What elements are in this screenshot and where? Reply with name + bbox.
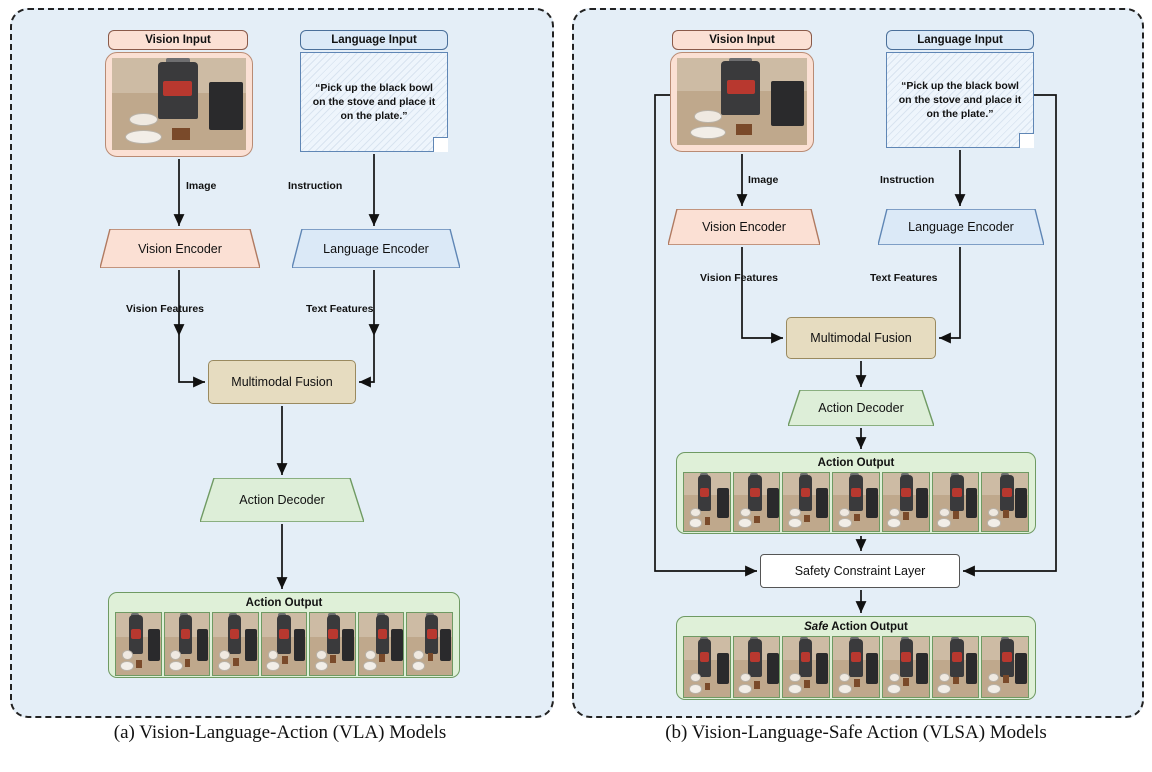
action-output-title-a: Action Output (245, 597, 323, 609)
action-frame (882, 636, 930, 698)
language-input-title-a: Language Input (300, 30, 448, 50)
language-input-title-b: Language Input (886, 30, 1034, 50)
action-output-b (676, 452, 1036, 534)
vision-encoder-b (668, 209, 820, 245)
safe-title-rest: Action Output (828, 621, 908, 633)
action-output-title-b: Action Output (817, 457, 895, 469)
language-encoder-a (292, 229, 460, 268)
action-frame (309, 612, 356, 676)
edge-label-image-a: Image (186, 180, 217, 192)
action-frame (782, 636, 830, 698)
edge-label-text-features-a: Text Features (306, 303, 374, 315)
action-decoder-label-b: Action Decoder (818, 401, 904, 415)
page-fold-icon (1019, 133, 1034, 148)
vision-encoder-label-b: Vision Encoder (702, 220, 786, 234)
vision-input-title-b: Vision Input (672, 30, 812, 50)
safe-action-output-strip (683, 636, 1029, 698)
action-frame (832, 636, 880, 698)
safe-action-output-title (683, 621, 1029, 633)
action-frame (981, 472, 1029, 532)
action-frame (882, 472, 930, 532)
safe-word: Safe (804, 621, 829, 633)
action-frame (733, 472, 781, 532)
safe-action-output (676, 616, 1036, 700)
action-frame (164, 612, 211, 676)
action-frame (932, 472, 980, 532)
action-frame (832, 472, 880, 532)
action-frame (782, 472, 830, 532)
action-frame (683, 472, 731, 532)
vision-input-image-a (105, 52, 253, 157)
action-decoder-a (200, 478, 364, 522)
action-decoder-b (788, 390, 934, 426)
action-decoder-label-a: Action Decoder (239, 493, 325, 507)
language-encoder-label-a: Language Encoder (323, 241, 429, 256)
caption-a: (a) Vision-Language-Action (VLA) Models (113, 722, 447, 743)
language-encoder-b (878, 209, 1044, 245)
action-frame (212, 612, 259, 676)
action-frame (115, 612, 162, 676)
action-frame (406, 612, 453, 676)
action-frame (733, 636, 781, 698)
instruction-text-b: “Pick up the black bowl on the stove and place it on the plate.” (898, 79, 1022, 121)
vision-input-title-a: Vision Input (108, 30, 248, 50)
vision-encoder-a (100, 229, 260, 268)
action-output-a (108, 592, 460, 678)
safety-constraint-layer: Safety Constraint Layer (760, 554, 960, 588)
page-fold-icon (433, 137, 448, 152)
edge-label-image-b: Image (748, 174, 779, 186)
vision-encoder-label-a: Vision Encoder (138, 241, 222, 256)
panel-vlsa (572, 8, 1144, 718)
edge-label-instruction-a: Instruction (288, 180, 343, 192)
action-frame (683, 636, 731, 698)
action-frame (261, 612, 308, 676)
edge-label-vision-features-b: Vision Features (700, 272, 779, 284)
action-frame (932, 636, 980, 698)
edge-label-vision-features-a: Vision Features (126, 303, 205, 315)
multimodal-fusion-a: Multimodal Fusion (208, 360, 356, 404)
instruction-bubble-b (886, 52, 1034, 148)
action-frame (358, 612, 405, 676)
vision-input-image-b (670, 52, 814, 152)
multimodal-fusion-b: Multimodal Fusion (786, 317, 936, 359)
action-output-strip-a (115, 612, 453, 676)
language-encoder-label-b: Language Encoder (908, 220, 1014, 234)
action-output-strip-b (683, 472, 1029, 532)
edge-label-text-features-b: Text Features (870, 272, 938, 284)
instruction-text-a: “Pick up the black bowl on the stove and place it on the plate.” (312, 81, 436, 123)
edge-label-instruction-b: Instruction (880, 174, 935, 186)
caption-b: (b) Vision-Language-Safe Action (VLSA) Models (665, 722, 1047, 743)
action-frame (981, 636, 1029, 698)
instruction-bubble-a (300, 52, 448, 152)
